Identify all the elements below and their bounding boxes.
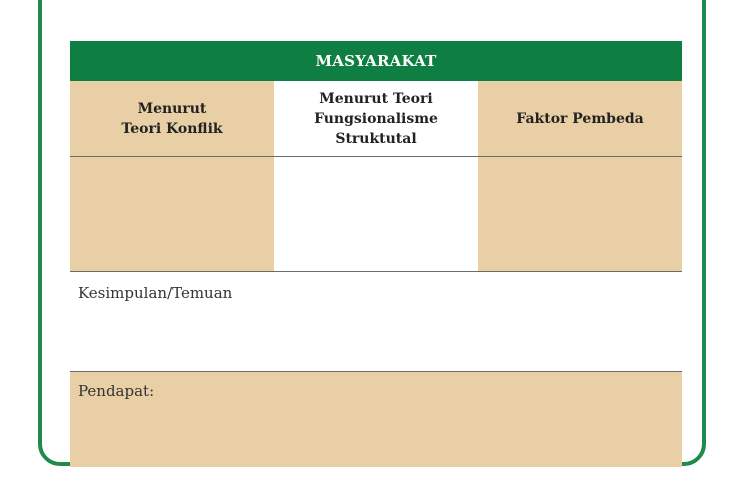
table-header-row: [70, 81, 682, 157]
header-faktor-pembeda: Faktor Pembeda: [478, 81, 682, 156]
answer-cell-faktor-pembeda[interactable]: [478, 157, 682, 271]
conclusion-box[interactable]: [70, 272, 682, 372]
answer-cell-teori-konflik[interactable]: [70, 157, 274, 271]
table-answer-row: [70, 157, 682, 272]
answer-cell-teori-fungsionalisme[interactable]: [274, 157, 478, 271]
header-teori-konflik: Menurut Teori Konflik: [70, 81, 274, 156]
conclusion-label: Kesimpulan/Temuan: [78, 284, 233, 302]
opinion-box[interactable]: [70, 372, 682, 467]
opinion-label: Pendapat:: [78, 382, 155, 400]
comparison-table: [70, 41, 682, 467]
table-title: MASYARAKAT: [70, 41, 682, 81]
header-teori-fungsionalisme: Menurut Teori Fungsionalisme Struktutal: [274, 81, 478, 156]
